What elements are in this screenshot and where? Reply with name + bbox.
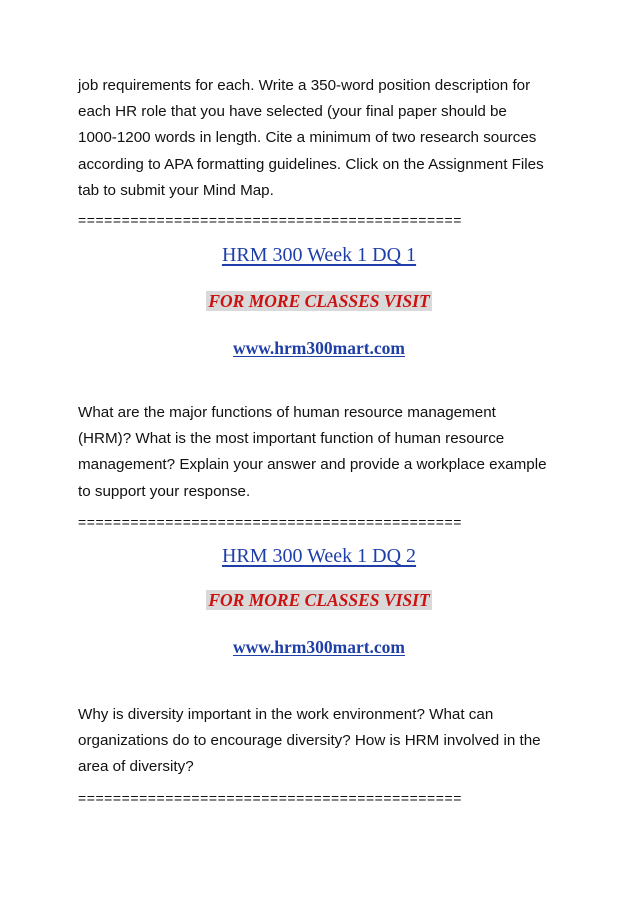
section-title-link[interactable]: HRM 300 Week 1 DQ 1 [221,244,417,266]
visit-text: FOR MORE CLASSES VISIT [208,590,430,610]
site-link[interactable]: www.hrm300mart.com [232,637,406,657]
text-line: management? Explain your answer and provide a workplace example [78,456,547,474]
section-title-link[interactable]: HRM 300 Week 1 DQ 2 [221,545,417,567]
text-line: each HR role that you have selected (your final paper should be [78,103,507,121]
text-line: organizations do to encourage diversity? How is HRM involved in the [78,732,541,750]
separator-rule: ============================================ [78,514,462,530]
text-line: according to APA formatting guidelines. Click on the Assignment Files [78,155,544,173]
text-line: Why is diversity important in the work environment? What can [78,706,494,723]
section-title [0,243,638,267]
text-line: area of diversity? [78,758,194,776]
site-line [0,635,638,659]
intro-paragraph [78,73,578,204]
separator-rule: ============================================ [78,790,462,806]
visit-banner [0,289,638,313]
question-paragraph [78,400,578,505]
visit-banner [0,588,638,612]
text-line: to support your response. [78,482,251,500]
text-line: What are the major functions of human resource management [78,404,496,421]
question-paragraph [78,702,578,781]
section-title [0,544,638,568]
text-line: job requirements for each. Write a 350-word position description for [78,77,531,94]
separator-rule: ============================================ [78,212,462,228]
visit-text: FOR MORE CLASSES VISIT [208,291,430,311]
text-line: tab to submit your Mind Map. [78,181,274,199]
site-link[interactable]: www.hrm300mart.com [232,338,406,358]
site-line [0,336,638,360]
text-line: 1000-1200 words in length. Cite a minimum of two research sources [78,129,537,147]
text-line: (HRM)? What is the most important function of human resource [78,430,505,448]
